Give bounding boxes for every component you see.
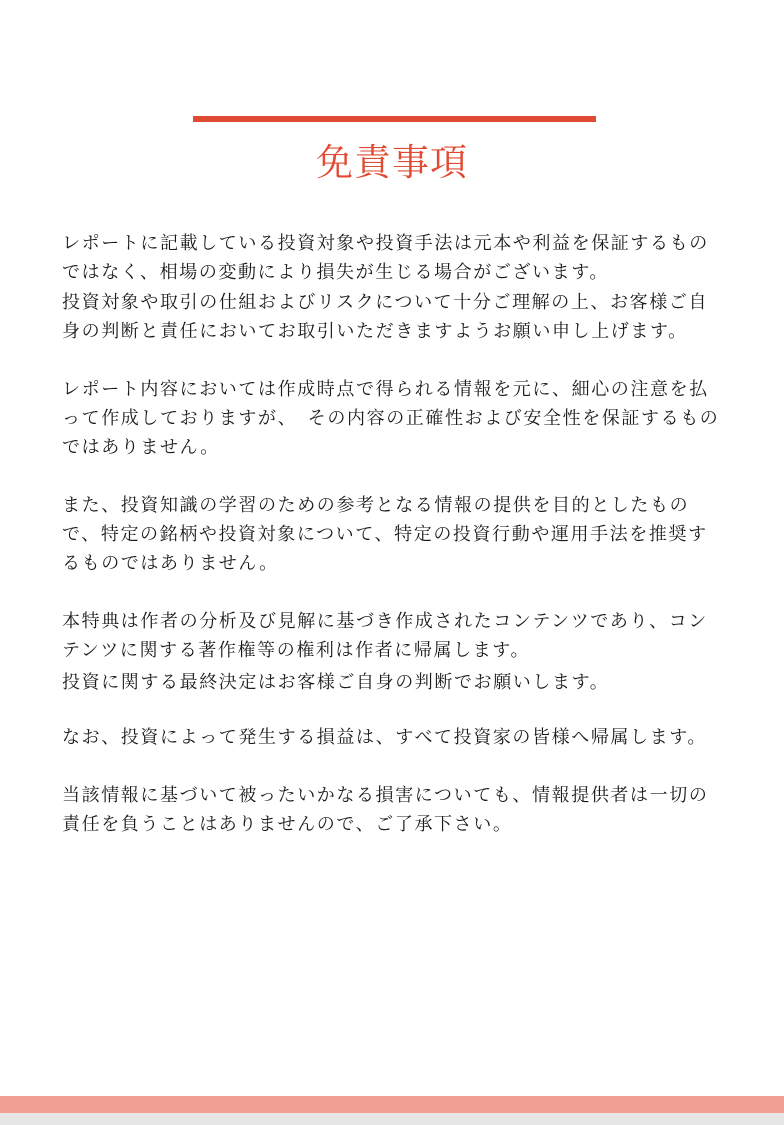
paragraph-copyright: [62, 607, 752, 697]
paragraph-line: レポート内容においては作成時点で得られる情報を元に、細心の注意を払: [62, 379, 709, 400]
paragraph-accuracy: [62, 375, 752, 462]
paragraph-line: るものではありません。: [62, 553, 279, 574]
paragraph-line: なお、投資によって発生する損益は、すべて投資家の皆様へ帰属します。: [62, 727, 707, 748]
paragraph-line: 身の判断と責任においてお取引いただきますようお願い申し上げます。: [62, 321, 688, 342]
paragraph-spacer: [62, 697, 752, 723]
paragraph-spacer: [62, 346, 752, 375]
page-title: 免責事項: [316, 141, 468, 184]
paragraph-line: また、投資知識の学習のための参考となる情報の提供を目的としたもの: [62, 495, 690, 516]
paragraph-line: 本特典は作者の分析及び見解に基づき作成されたコンテンツであり、コン: [62, 611, 708, 632]
paragraph-profit-loss: [62, 723, 752, 752]
footer-band: [0, 1096, 784, 1113]
paragraph-liability: [62, 781, 752, 839]
paragraph-no-guarantee: [62, 229, 752, 346]
footer-strip: [0, 1113, 784, 1125]
paragraph-line: 当該情報に基づいて被ったいかなる損害についても、情報提供者は一切の: [62, 785, 709, 806]
paragraph-spacer: [62, 752, 752, 781]
paragraph-line: 投資対象や取引の仕組およびリスクについて十分ご理解の上、お客様ご自: [62, 292, 709, 313]
paragraph-line: で、特定の銘柄や投資対象について、特定の投資行動や運用手法を推奨す: [62, 524, 708, 545]
title-accent-rule: [193, 116, 596, 122]
paragraph-line: ではありません。: [62, 437, 220, 458]
paragraph-spacer: [62, 578, 752, 607]
paragraph-line: レポートに記載している投資対象や投資手法は元本や利益を保証するもの: [62, 233, 709, 254]
paragraph-line: 投資に関する最終決定はお客様ご自身の判断でお願いします。: [62, 672, 610, 693]
disclaimer-body: [62, 229, 752, 839]
paragraph-line: ではなく、相場の変動により損失が生じる場合がございます。: [62, 262, 609, 283]
paragraph-educational-purpose: [62, 491, 752, 578]
paragraph-line: 責任を負うことはありませんので、ご了承下さい。: [62, 814, 513, 835]
paragraph-line: って作成しておりますが、 その内容の正確性および安全性を保証するもの: [62, 408, 720, 429]
paragraph-line: テンツに関する著作権等の権利は作者に帰属します。: [62, 640, 531, 661]
paragraph-spacer: [62, 462, 752, 491]
